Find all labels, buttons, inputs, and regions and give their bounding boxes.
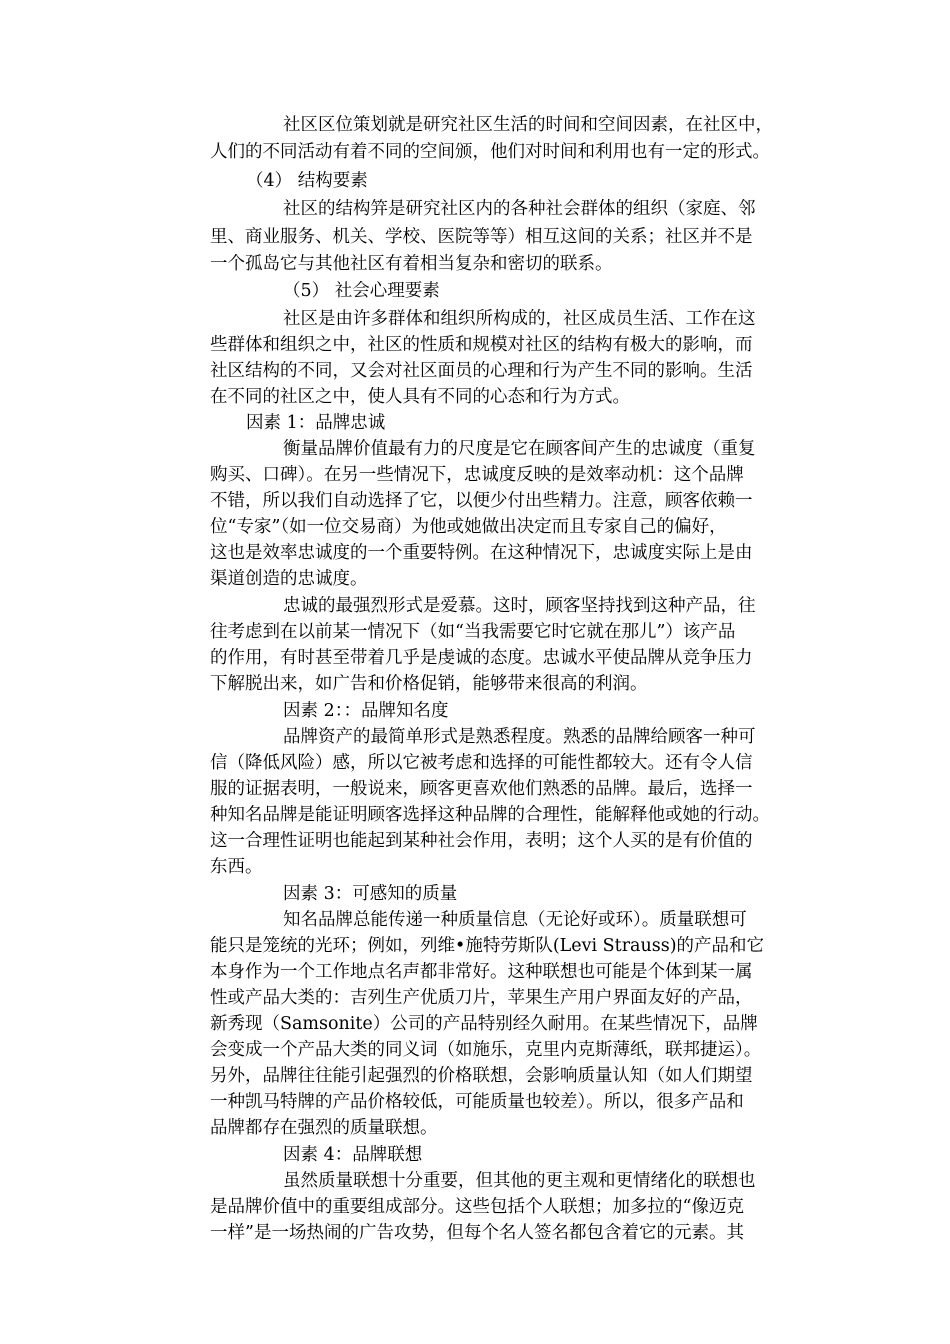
paragraph-line: 会变成一个产品大类的同义词（如施乐，克里内克斯薄纸，联邦捷运）。 — [210, 1040, 762, 1060]
section-heading: （4） 结构要素 — [246, 171, 368, 191]
section-heading: 因素 1：品牌忠诚 — [246, 413, 386, 433]
paragraph-line: 性或产品大类的：吉列生产优质刀片，苹果生产用户界面友好的产品， — [210, 988, 753, 1008]
paragraph-line: 是品牌价值中的重要组成部分。这些包括个人联想；加多拉的“像迈克 — [210, 1197, 744, 1217]
paragraph-line: 忠诚的最强烈形式是爱慕。这时，顾客坚持找到这种产品，往 — [283, 596, 756, 616]
paragraph-line: 位“专家”（如一位交易商）为他或她做出决定而且专家自己的偏好， — [210, 517, 727, 537]
section-heading: 因素 4：品牌联想 — [283, 1145, 423, 1165]
paragraph-line: 不错，所以我们自动选择了它，以便少付出些精力。注意，顾客依赖一 — [210, 491, 753, 511]
paragraph-line: 知名品牌总能传递一种质量信息（无论好或环）。质量联想可 — [283, 910, 747, 930]
section-heading: 因素 3：可感知的质量 — [283, 884, 458, 904]
paragraph-line: 本身作为一个工作地点名声都非常好。这种联想也可能是个体到某一属 — [210, 962, 753, 982]
paragraph-line: 些群体和组织之中，社区的性质和规模对社区的结构有极大的影响，而 — [210, 335, 753, 355]
paragraph-line: 人们的不同活动有着不同的空间颁，他们对时间和利用也有一定的形式。 — [210, 142, 770, 162]
paragraph-line: 下解脱出来，如广告和价格促销，能够带来很高的利润。 — [210, 674, 648, 694]
paragraph-line: 品牌都存在强烈的质量联想。 — [210, 1118, 438, 1138]
paragraph-line: 能只是笼统的光环；例如，列维•施特劳斯队(Levi Strauss)的产品和它 — [210, 936, 765, 956]
paragraph-line: 信（降低风险）感，所以它被考虑和选择的可能性都较大。还有令人信 — [210, 753, 753, 773]
paragraph-line: 新秀现（Samsonite）公司的产品特别经久耐用。在某些情况下，品牌 — [210, 1014, 758, 1034]
paragraph-line: 社区区位策划就是研究社区生活的时间和空间因素，在社区中， — [283, 115, 773, 135]
section-heading: （5） 社会心理要素 — [283, 281, 440, 301]
paragraph-line: 这也是效率忠诚度的一个重要特例。在这种情况下，忠诚度实际上是由 — [210, 543, 753, 563]
paragraph-line: 一个孤岛它与其他社区有着相当复杂和密切的联系。 — [210, 254, 613, 274]
paragraph-line: 东西。 — [210, 857, 263, 877]
paragraph-line: 一样”是一场热闹的广告攻势，但每个名人签名都包含着它的元素。其 — [210, 1223, 744, 1243]
paragraph-line: 这一合理性证明也能起到某种社会作用，表明；这个人买的是有价值的 — [210, 831, 753, 851]
paragraph-line: 购买、口碑）。在另一些情况下，忠诚度反映的是效率动机：这个品牌 — [210, 465, 744, 485]
paragraph-line: 另外，品牌往往能引起强烈的价格联想，会影响质量认知（如人们期望 — [210, 1066, 753, 1086]
paragraph-line: 衡量品牌价值最有力的尺度是它在顾客间产生的忠诚度（重复 — [283, 439, 756, 459]
paragraph-line: 社区的结构笄是研究社区内的各种社会群体的组织（家庭、邻 — [283, 199, 756, 219]
paragraph-line: 社区是由许多群体和组织所构成的，社区成员生活、工作在这 — [283, 309, 756, 329]
paragraph-line: 种知名品牌是能证明顾客选择这种品牌的合理性，能解释他或她的行动。 — [210, 805, 770, 825]
paragraph-line: 在不同的社区之中，使人具有不同的心态和行为方式。 — [210, 387, 630, 407]
paragraph-line: 的作用，有时甚至带着几乎是虔诚的态度。忠诚水平使品牌从竞争压力 — [210, 648, 753, 668]
paragraph-line: 往考虑到在以前某一情况下（如“当我需要它时它就在那儿”）该产品 — [210, 622, 736, 642]
paragraph-line: 里、商业服务、机关、学校、医院等等）相互这间的关系；社区并不是 — [210, 227, 753, 247]
paragraph-line: 服的证据表明，一般说来，顾客更喜欢他们熟悉的品牌。最后，选择一 — [210, 779, 753, 799]
paragraph-line: 虽然质量联想十分重要，但其他的更主观和更情绪化的联想也 — [283, 1171, 756, 1191]
paragraph-line: 品牌资产的最简单形式是熟悉程度。熟悉的品牌给顾客一种可 — [283, 727, 756, 747]
paragraph-line: 社区结构的不同，又会对社区面员的心理和行为产生不同的影响。生活 — [210, 361, 753, 381]
paragraph-line: 一种凯马特牌的产品价格较低，可能质量也较差）。所以，很多产品和 — [210, 1092, 744, 1112]
paragraph-line: 渠道创造的忠诚度。 — [210, 569, 368, 589]
section-heading: 因素 2：：品牌知名度 — [283, 701, 449, 721]
